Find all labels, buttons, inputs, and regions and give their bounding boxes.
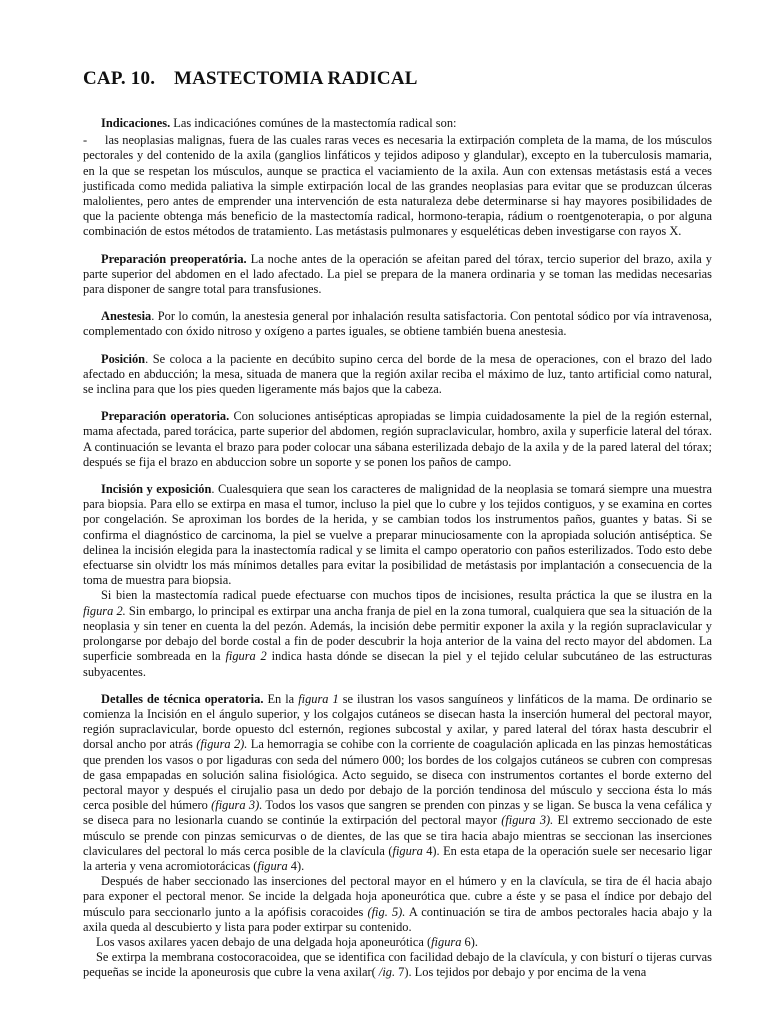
detalles-t6: 4). En esta etapa de la operación suele ser necesario ligar la arteria y vena acromiotorácicas ( — [83, 843, 712, 873]
paragraph-preparacion-preoperatoria — [83, 252, 712, 298]
detalles-f4: (figura 3). — [501, 813, 554, 828]
detalles-p3-a: Los vasos axilares yacen debajo de una delgada hoja aponeurótica ( — [96, 934, 432, 949]
incision-p2-c: indica hasta dónde se disecan la piel y el tejido celular subcutáneo de las estructuras subyacentes. — [83, 649, 712, 679]
incision-p2-fig2b: figura 2 — [225, 649, 267, 664]
detalles-f6: figura — [257, 858, 288, 873]
chapter-title — [83, 68, 712, 90]
chapter-number: CAP. 10. — [83, 68, 156, 89]
detalles-t5: El extremo seccionado de este músculo se prende con pinzas semicurvas o de dientes, de las que se tira hacia abajo mientras se seccionan las inserciones claviculares del pectoral lo más cerca posible de la clavícula ( — [83, 813, 712, 858]
paragraph-posicion — [83, 352, 712, 398]
paragraph-detalles-2 — [83, 874, 712, 935]
indicaciones-intro: Las indicaciónes comúnes de la mastectomía radical son: — [170, 116, 457, 130]
preparacion-preoperatoria-body: La noche antes de la operación se afeitan pared del tórax, tercio superior del brazo, axila y parte superior del abdomen en el lado afectado. La piel se prepara de la manera ordinaria y se toman las medidas necesarias para disponer de sangre total para transfusiones. — [83, 251, 712, 297]
heading-anestesia: Anestesia — [101, 309, 152, 324]
paragraph-detalles-4 — [83, 950, 712, 980]
paragraph-anestesia — [83, 309, 712, 339]
detalles-t3: La hemorragia se cohibe con la corriente de coagulación aplicada en las pinzas hemostáticas que prenden los vasos o por ligaduras con seda del número 000; los bordes de los colgajos cutáneos se cubren con compresas de gasa empapadas en solución salina fisiológica. Acto seguido, se diseca con instrumentos cortantes el borde externo del pectoral mayor y después el cirujalio pasa un dedo por debajo de la porción tendinosa del músculo y secciona ésta lo más cerca posible del húmero — [83, 737, 712, 813]
detalles-p4-b: 7). Los tejidos por debajo y por encima de la vena — [395, 965, 647, 980]
heading-preparacion-preoperatoria: Preparación preoperatória. — [101, 251, 247, 266]
incision-p2-b: Sin embargo, lo principal es extirpar una ancha franja de piel en la zona tumoral, cualquiera que sea la situación de la neoplasia y sin tener en cuenta la del pezón. Además, la incisión debe permitir exponer la axila y la región supraclavicular y prolongarse por debajo del borde costal a fin de poder descubrir la hoja anterior de la vaina del recto mayor del abdomen. La superficie sombreada en la — [83, 603, 713, 664]
detalles-t4: Todos los vasos que sangren se prenden con pinzas y se ligan. Se busca la vena cefálica y se diseca para no lesionarla cuando se continúe la extirpación del pectoral mayor — [83, 798, 713, 828]
incision-body: . Cualesquiera que sean los caracteres de malignidad de la neoplasia se tomará siempre una muestra para biopsia. Para ello se extirpa en masa el tumor, incluso la piel que lo cubre y los tejidos contiguos, y se examina en cortes por congelación. Se aproximan los bordes de la herida, y se cambian todos los instrumentos paños, guantes y batas. Si se confirma el diagnóstico de carcinoma, la piel se vuelve a preparar minuciosamente con la apropiada solución antiséptica. Se delinea la incisión elegida para la inastectomía radical y se limita el campo operatorio con paños esterilizados. Todo esto debe efectuarse sin olvidtr los más mínimos detalles para evitar la posibilidad de metástasis por implantación a consecuencia de la toma de muestra para biopsia. — [83, 482, 712, 588]
paragraph-detalles — [83, 692, 712, 874]
detalles-f1: figura 1 — [298, 691, 339, 706]
detalles-p2-a: Después de haber seccionado las inserciones del pectoral mayor en el húmero y en la clavícula, se tira de él hacia abajo para exponer el pectoral menor. Se incide la delgada hoja aponeurótica que. cubre a éste y se pasa el índice por debajo del músculo para seccionarlo junto a la apófisis coracoides — [83, 874, 712, 919]
detalles-t1: En la — [263, 691, 299, 706]
posicion-body: . Se coloca a la paciente en decúbito supino cerca del borde de la mesa de operaciones, con el brazo del lado afectado en abducción; la mesa, situada de manera que la región axilar reciba el máximo de luz, tanto artificial como natural, se inclina para que los pies queden ligeramente más bajos que la cabeza. — [83, 351, 712, 397]
detalles-t2: se ilustran los vasos sanguíneos y linfáticos de la mama. De ordinario se comienza la Incisión en el ángulo superior, y los colgajos cutáneos se disecan hasta la inserción humeral del pectoral mayor, región supraclavicular, borde opuesto dcl esternón, regiones subcostal y axilar, y pared lateral del tórax hasta descubrir el dorsal ancho por atrás — [83, 691, 712, 752]
detalles-f5: figura — [392, 843, 423, 858]
paragraph-preparacion-operatoria — [83, 409, 712, 470]
paragraph-incision-2 — [83, 588, 712, 679]
heading-detalles: Detalles de técnica operatoria. — [101, 691, 264, 706]
paragraph-incision — [83, 482, 712, 588]
indicaciones-body: las neoplasias malignas, fuera de las cuales raras veces es necesaria la extirpación completa de la mama, de los músculos pectorales y del contenido de la axila (ganglios linfáticos y tejidos adiposo y glandular), excepto en la tuberculosis mamaria, en la que se respetan los músculos, aunque se practica el vaciamiento de la axila. Aun con extensas metástasis está a veces justificada como medida paliativa la simple extirpación local de las grandes neoplasias para evitar que se produzcan úlceras malolientes, pero antes de emprender una intervención de esta naturaleza debe determinarse si hay mayores posibilidades de que la paciente obtenga más beneficio de la mastectomía radical, hormono-terapia, rádium o roentgenoterapia, o por alguna combinación de estos métodos de tratamiento. Las metástasis pulmonares y esqueléticas deben investigarse con rayos X. — [83, 133, 712, 239]
detalles-p4-f: /ig. — [378, 965, 396, 980]
heading-indicaciones: Indicaciones. — [101, 116, 171, 130]
paragraph-indicaciones-list — [83, 133, 712, 239]
detalles-p4-a: Se extirpa la membrana costocoracoidea, que se identifica con facilidad debajo de la clavícula, y con bisturí o tijeras curvas pequeñas se incide la aponeurosis que cubre la vena axilar( — [83, 950, 712, 980]
detalles-p3-b: 6). — [461, 934, 478, 949]
detalles-p2-b: A continuación se tira de ambos pectorales hacia abajo y la axila queda al descubierto y lista para poder extirpar su contenido. — [83, 904, 712, 934]
list-dash: - — [83, 133, 88, 148]
anestesia-body: . Por lo común, la anestesia general por inhalación resulta satisfactoria. Con pentotal sódico por vía intravenosa, complementado con óxido nitroso y oxígeno a partes iguales, se obtiene también buena anestesia. — [83, 309, 712, 339]
heading-posicion: Posición — [101, 351, 146, 366]
detalles-f2: (figura 2). — [196, 737, 248, 752]
incision-p2-a: Si bien la mastectomía radical puede efectuarse con muchos tipos de incisiones, resulta práctica la que se ilustra en la — [101, 588, 712, 603]
paragraph-indicaciones — [83, 116, 712, 131]
paragraph-detalles-3 — [83, 935, 712, 950]
chapter-name: MASTECTOMIA RADICAL — [174, 68, 418, 89]
heading-incision: Incisión y exposición — [101, 482, 212, 497]
detalles-f3: (figura 3). — [211, 798, 263, 813]
detalles-t7: 4). — [287, 858, 305, 873]
heading-preparacion-operatoria: Preparación operatoria. — [101, 409, 230, 424]
detalles-p2-f: (fig. 5). — [367, 904, 406, 919]
preparacion-operatoria-body: Con soluciones antisépticas apropiadas se limpia cuidadosamente la piel de la región esternal, mama afectada, pared torácica, parte superior del abdomen, región supraclavicular, hombro, axila y superficie lateral del tórax. A continuación se levanta el brazo para poder colocar una sábana esterilizada debajo de la axila y de la pared lateral del tórax; después se fija el brazo en abduccion sobre un soporte y se ponen los paños de campo. — [83, 409, 712, 469]
detalles-p3-f: figura — [431, 934, 462, 949]
incision-p2-fig2a: figura 2. — [83, 603, 126, 618]
